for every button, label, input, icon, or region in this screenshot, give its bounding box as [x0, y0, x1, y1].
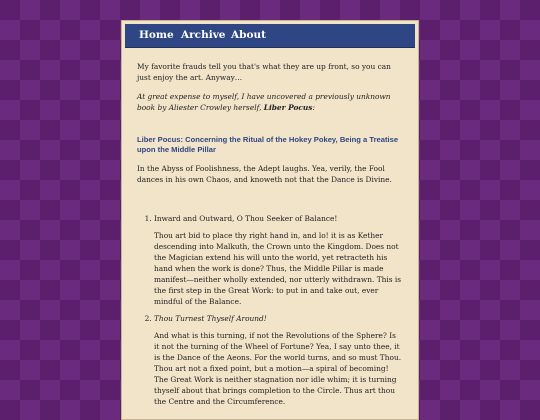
intro-paragraph: My favorite frauds tell you that's what they are up front, so you can just enjoy the art. Anyway…: [137, 62, 391, 82]
nav-about-link[interactable]: About: [231, 29, 266, 41]
page-container: [121, 20, 419, 420]
intro-book-suffix: :: [312, 103, 315, 112]
book-name: Liber Pocus: [263, 103, 313, 112]
ritual-steps-list: [137, 213, 403, 407]
ritual-step: [154, 213, 403, 307]
ritual-step-heading: 2. Thou Turnest Thyself Around!: [154, 314, 267, 323]
ritual-step-body: And what is this turning, if not the Revolutions of the Sphere? Is it not the turning of the Wheel of Fortune? Yea, I say unto thee, it is the Dance of the Aeons. For the world turns, and so must Thou. Thou art not a fixed point, but a motion—a spiral of becoming! The Great Work is neither stagnation nor idle whim; it is turning thyself about that brings completion to the Circle. Thus art thou the Centre and the Circumference.: [154, 331, 402, 406]
nav-archive-link[interactable]: Archive: [181, 29, 226, 41]
book-title: Liber Pocus: Concerning the Ritual of the Hokey Pokey, Being a Treatise upon the Middle Pillar: [137, 135, 399, 154]
nav-home-link[interactable]: Home: [139, 29, 174, 41]
intro-book-prefix: At great expense to myself, I have uncovered a previously unknown book by Aliester Crowley herself,: [137, 92, 391, 112]
intro-book-paragraph: [137, 91, 403, 113]
top-navigation: [125, 24, 415, 48]
book-opening: In the Abyss of Foolishness, the Adept laughs. Yea, verily, the Fool dances in his own Chaos, and knoweth not that the Dance is Divine.: [137, 164, 392, 184]
ritual-step-body: Thou art bid to place thy right hand in, and lo! it is as Kether descending into Malkuth, the Crown unto the Kingdom. Does not the Magician extend his will unto the world, yet retracteth his hand when the work is done? Thus, the Middle Pillar is made manifest—neither wholly extended, nor utterly withdrawn. This is the first step in the Great Work: to put in and take out, ever mindful of the Balance.: [154, 231, 402, 306]
post-content: [137, 61, 403, 413]
ritual-step-heading: 1. Inward and Outward, O Thou Seeker of Balance!: [154, 214, 338, 223]
ritual-step: [154, 313, 403, 407]
